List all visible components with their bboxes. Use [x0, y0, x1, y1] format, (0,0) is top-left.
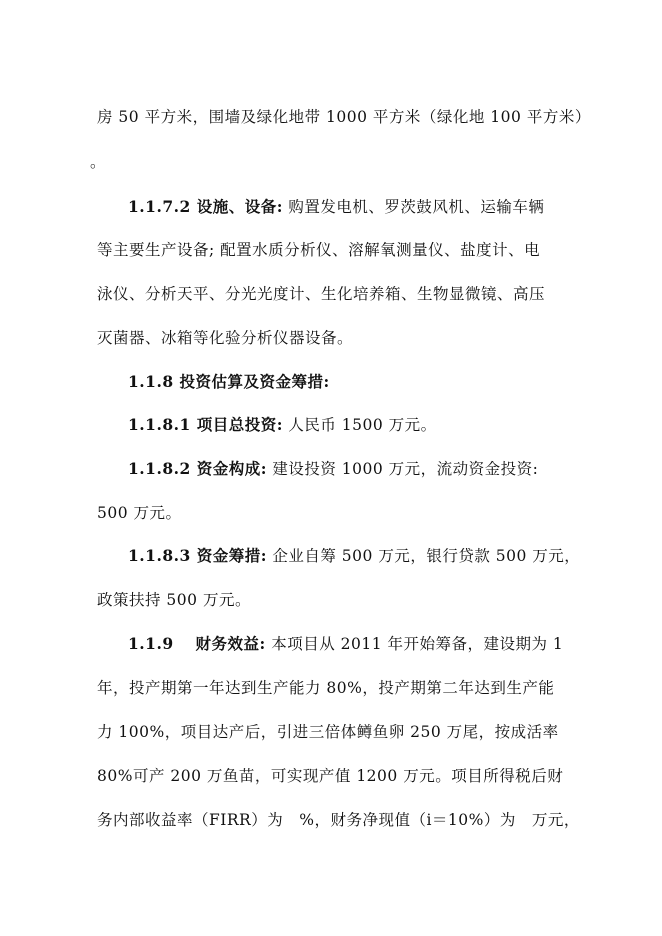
text-line [128, 413, 662, 437]
line-text: 房 50 平方米，围墙及绿化地带 1000 平方米（绿化地 100 平方米） [97, 108, 591, 126]
text-line [128, 195, 662, 219]
line-text: 企业自筹 500 万元，银行贷款 500 万元， [266, 547, 581, 565]
text-line [90, 150, 662, 174]
line-text: 力 100%，项目达产后，引进三倍体鳟鱼卵 250 万尾，按成活率 [97, 723, 559, 741]
line-text: 务内部收益率（FIRR）为 %，财务净现值（i＝10%）为 万元， [97, 811, 580, 829]
text-line [128, 632, 662, 656]
section-heading: 1.1.9 财务效益: [128, 634, 266, 653]
text-line [128, 370, 662, 394]
line-text: 泳仪、分析天平、分光光度计、生化培养箱、生物显微镜、高压 [97, 285, 546, 303]
section-heading: 1.1.8 投资估算及资金筹措: [128, 372, 330, 391]
line-text: 80%可产 200 万鱼苗，可实现产值 1200 万元。项目所得税后财 [97, 767, 564, 785]
text-line [97, 720, 662, 744]
line-text: 本项目从 2011 年开始筹备，建设期为 1 [265, 635, 564, 653]
text-line [97, 588, 662, 612]
text-line [128, 457, 662, 481]
line-text: 年，投产期第一年达到生产能力 80%，投产期第二年达到生产能 [97, 679, 555, 697]
line-text: 500 万元。 [97, 504, 182, 522]
line-text: 建设投资 1000 万元，流动资金投资: [266, 460, 539, 478]
line-text: 人民币 1500 万元。 [282, 416, 437, 434]
text-line [97, 282, 662, 306]
line-text: 灭菌器、冰箱等化验分析仪器设备。 [97, 329, 354, 347]
text-line [97, 238, 662, 262]
section-heading: 1.1.8.2 资金构成: [128, 459, 267, 478]
text-line [128, 544, 662, 568]
text-line [97, 764, 662, 788]
section-heading: 1.1.8.1 项目总投资: [128, 415, 283, 434]
text-line [97, 676, 662, 700]
line-text: 。 [90, 153, 107, 171]
line-text: 等主要生产设备; 配置水质分析仪、溶解氧测量仪、盐度计、电 [97, 241, 541, 259]
text-line [97, 501, 662, 525]
line-text: 政策扶持 500 万元。 [97, 591, 251, 609]
text-line [97, 326, 662, 350]
section-heading: 1.1.7.2 设施、设备: [128, 197, 283, 216]
text-line [97, 105, 662, 129]
section-heading: 1.1.8.3 资金筹措: [128, 546, 267, 565]
line-text: 购置发电机、罗茨鼓风机、运输车辆 [282, 198, 545, 216]
text-line [97, 808, 662, 832]
